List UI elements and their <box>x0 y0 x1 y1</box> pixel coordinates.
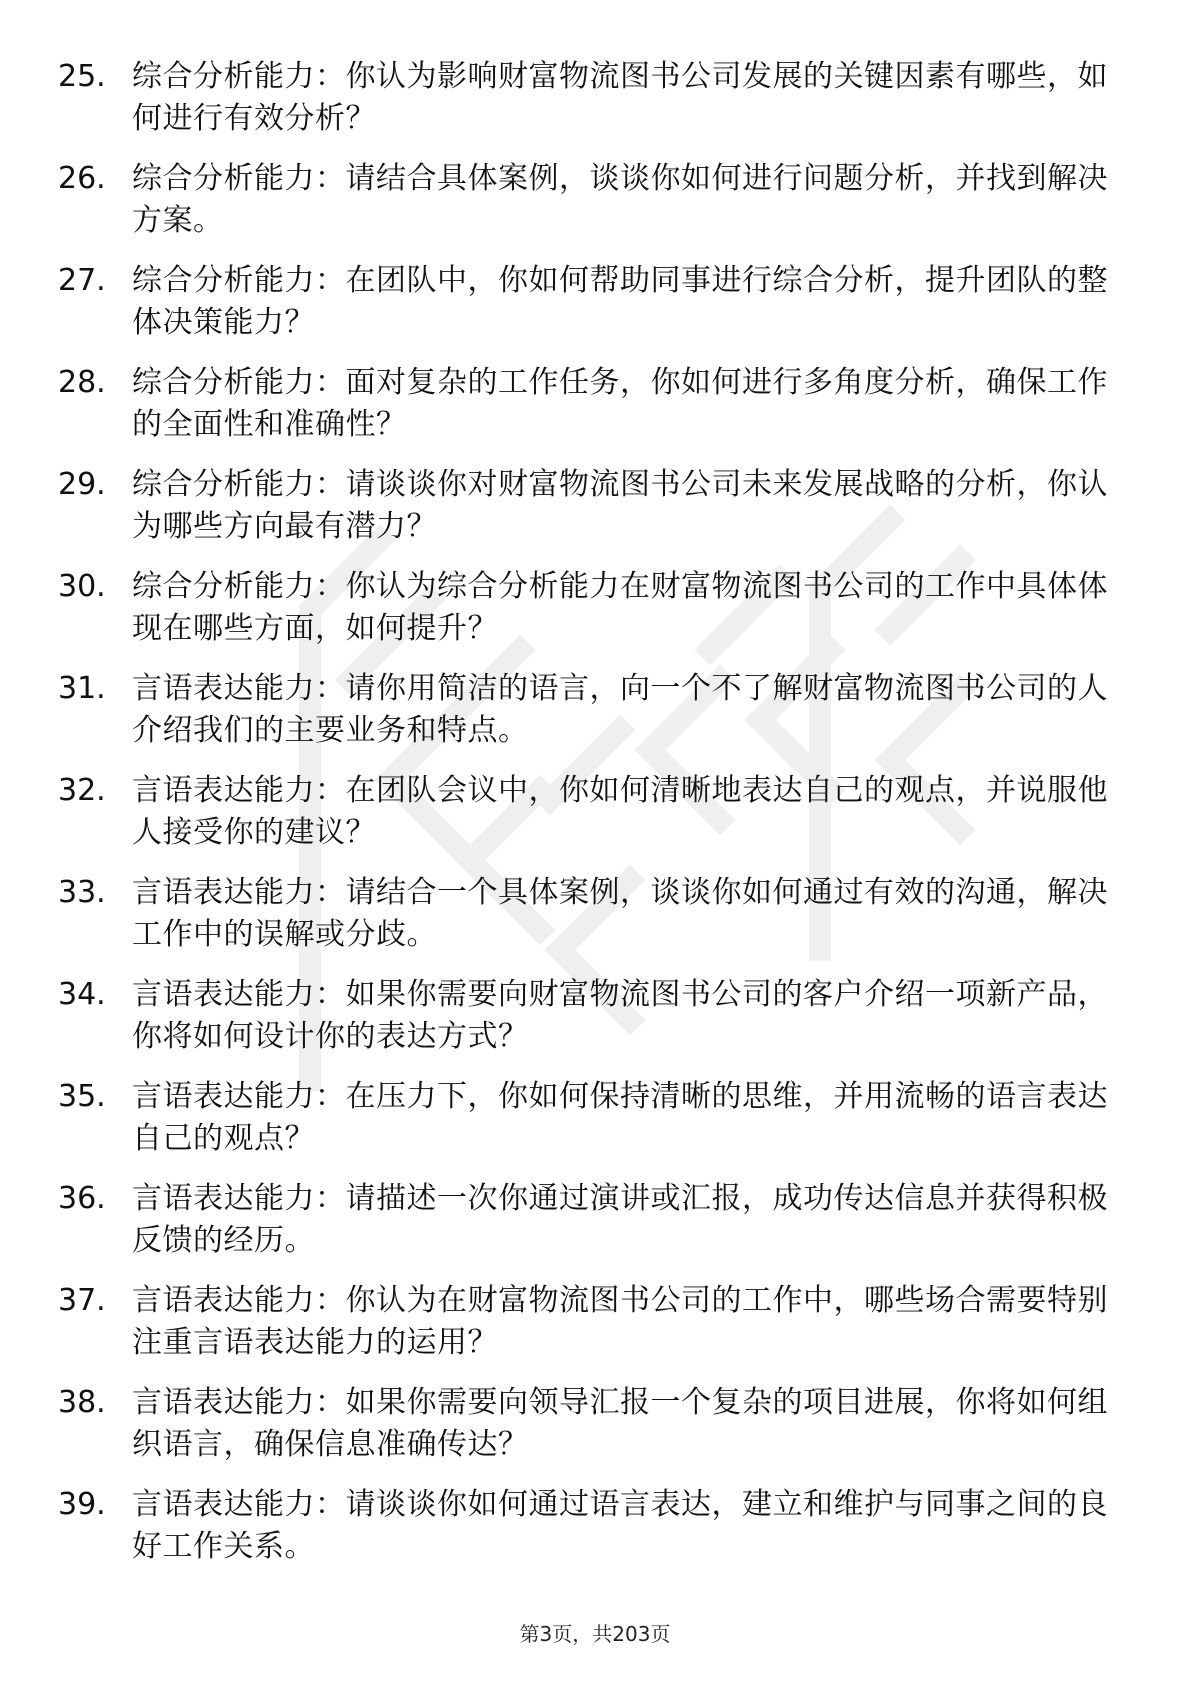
question-number: 34. <box>58 977 106 1012</box>
question-item <box>58 1484 1118 1568</box>
question-item <box>58 260 1118 344</box>
question-item <box>58 1076 1118 1160</box>
page-footer <box>0 1620 1190 1648</box>
question-text: 言语表达能力：在团队会议中，你如何清晰地表达自己的观点，并说服他人接受你的建议？ <box>132 773 1108 850</box>
question-item <box>58 464 1118 548</box>
question-item <box>58 158 1118 242</box>
question-item <box>58 56 1118 140</box>
question-number: 26. <box>58 161 106 196</box>
question-number: 29. <box>58 467 106 502</box>
question-number: 32. <box>58 773 106 808</box>
question-number: 25. <box>58 59 106 94</box>
question-number: 37. <box>58 1283 106 1318</box>
question-item <box>58 566 1118 650</box>
question-item <box>58 1280 1118 1364</box>
question-text: 言语表达能力：请你用简洁的语言，向一个不了解财富物流图书公司的人介绍我们的主要业务和特点。 <box>132 671 1108 748</box>
question-item <box>58 362 1118 446</box>
question-item <box>58 1382 1118 1466</box>
question-number: 35. <box>58 1079 106 1114</box>
question-number: 38. <box>58 1385 106 1420</box>
question-text: 综合分析能力：你认为影响财富物流图书公司发展的关键因素有哪些，如何进行有效分析？ <box>132 59 1108 136</box>
question-number: 31. <box>58 671 106 706</box>
question-text: 言语表达能力：在压力下，你如何保持清晰的思维，并用流畅的语言表达自己的观点？ <box>132 1079 1108 1156</box>
question-item <box>58 974 1118 1058</box>
question-item <box>58 1178 1118 1262</box>
question-number: 36. <box>58 1181 106 1216</box>
question-list <box>58 56 1118 1586</box>
question-text: 综合分析能力：请谈谈你对财富物流图书公司未来发展战略的分析，你认为哪些方向最有潜力？ <box>132 467 1108 544</box>
question-text: 综合分析能力：请结合具体案例，谈谈你如何进行问题分析，并找到解决方案。 <box>132 161 1108 238</box>
question-text: 综合分析能力：在团队中，你如何帮助同事进行综合分析，提升团队的整体决策能力？ <box>132 263 1108 340</box>
question-text: 言语表达能力：如果你需要向领导汇报一个复杂的项目进展，你将如何组织语言，确保信息准确传达？ <box>132 1385 1108 1462</box>
question-text: 言语表达能力：请结合一个具体案例，谈谈你如何通过有效的沟通，解决工作中的误解或分歧。 <box>132 875 1108 952</box>
question-number: 27. <box>58 263 106 298</box>
question-text: 言语表达能力：请描述一次你通过演讲或汇报，成功传达信息并获得积极反馈的经历。 <box>132 1181 1108 1258</box>
question-item <box>58 872 1118 956</box>
question-text: 言语表达能力：你认为在财富物流图书公司的工作中，哪些场合需要特别注重言语表达能力的运用？ <box>132 1283 1108 1360</box>
question-text: 言语表达能力：如果你需要向财富物流图书公司的客户介绍一项新产品，你将如何设计你的表达方式？ <box>132 977 1108 1054</box>
question-text: 言语表达能力：请谈谈你如何通过语言表达，建立和维护与同事之间的良好工作关系。 <box>132 1487 1108 1564</box>
question-item <box>58 770 1118 854</box>
question-text: 综合分析能力：面对复杂的工作任务，你如何进行多角度分析，确保工作的全面性和准确性？ <box>132 365 1108 442</box>
question-number: 33. <box>58 875 106 910</box>
question-number: 28. <box>58 365 106 400</box>
question-number: 39. <box>58 1487 106 1522</box>
question-text: 综合分析能力：你认为综合分析能力在财富物流图书公司的工作中具体体现在哪些方面，如何提升？ <box>132 569 1108 646</box>
question-number: 30. <box>58 569 106 604</box>
question-item <box>58 668 1118 752</box>
page-number-label: 第3页，共203页 <box>519 1622 671 1646</box>
